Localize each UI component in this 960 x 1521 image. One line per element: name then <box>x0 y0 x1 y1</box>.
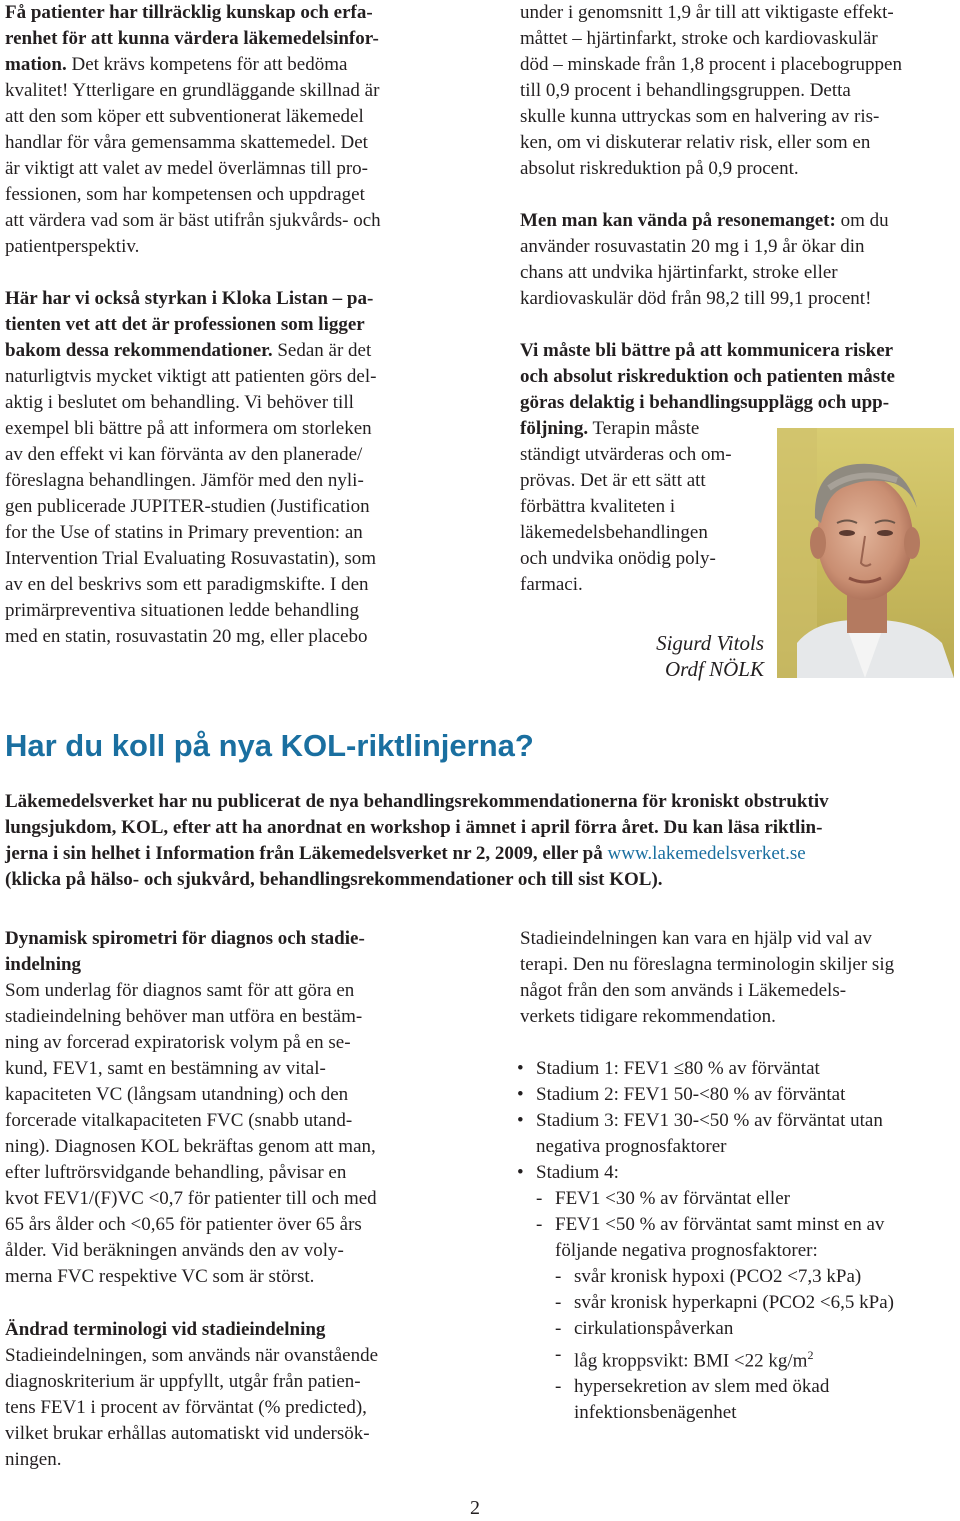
text-line: farmaci. <box>520 574 583 595</box>
stage-4-criterion: FEV1 <30 % av förväntat eller <box>555 1188 790 1209</box>
list-item <box>555 1374 894 1426</box>
text-line: ning av forcerad expiratorisk volym på en se- <box>5 1032 351 1053</box>
text-line: av den effekt vi kan förvänta av den planerade/ <box>5 444 363 465</box>
text-line: Stadieindelningen kan vara en hjälp vid val av <box>520 928 872 949</box>
col1-mid-paragraph <box>5 286 376 650</box>
col1-top-paragraph <box>5 0 381 260</box>
text-line: (klicka på hälso- och sjukvård, behandlingsrekommendationer och till sist KOL). <box>5 869 663 890</box>
text-line: exempel bli bättre på att informera om storleken <box>5 418 372 439</box>
text-line: forcerade vitalkapaciteten FVC (snabb utand- <box>5 1110 353 1131</box>
text-line: prövas. Det är ett sätt att <box>520 470 706 491</box>
stage-4: Stadium 4: <box>536 1162 619 1183</box>
text-line: Vi måste bli bättre på att kommunicera risker <box>520 340 894 361</box>
prognosis-factor: låg kroppsvikt: BMI <22 kg/m <box>574 1350 808 1372</box>
dash-icon: - <box>555 1344 562 1365</box>
dash-icon: - <box>555 1292 562 1313</box>
text-line: ning). Diagnosen KOL bekräftas genom att man, <box>5 1136 376 1157</box>
text-line: handlar för våra gemensamma skattemedel. Det <box>5 132 368 153</box>
text-line: död – minskade från 1,8 procent i placebogruppen <box>520 54 902 75</box>
bullet-icon: • <box>517 1084 524 1105</box>
list-item <box>517 1108 894 1160</box>
text-line: aktig i beslutet om behandling. Vi behöver till <box>5 392 354 413</box>
list-item <box>555 1290 894 1316</box>
text-line: under i genomsnitt 1,9 år till att viktigaste effekt- <box>520 2 894 23</box>
section-heading: indelning <box>5 954 82 975</box>
text-line: använder rosuvastatin 20 mg i 1,9 år ökar din <box>520 236 865 257</box>
prognosis-factor-list <box>555 1264 894 1426</box>
bullet-icon: • <box>517 1162 524 1183</box>
dash-icon: - <box>555 1266 562 1287</box>
portrait-photo <box>777 428 954 678</box>
dash-icon: - <box>536 1188 543 1209</box>
superscript: 2 <box>807 1348 814 1362</box>
stage-3: Stadium 3: FEV1 30-<50 % av förväntat utan <box>536 1110 883 1131</box>
text-line: läkemedelsbehandlingen <box>520 522 708 543</box>
text-line: Få patienter har tillräcklig kunskap och erfa- <box>5 2 373 23</box>
text-line: Det krävs kompetens för att bedöma <box>66 54 348 75</box>
text-line: kund, FEV1, samt en bestämning av vital- <box>5 1058 326 1079</box>
col2-top-paragraph <box>520 0 902 182</box>
text-line: till 0,9 procent i behandlingsgruppen. Detta <box>520 80 851 101</box>
prognosis-factor: hypersekretion av slem med ökad <box>574 1376 830 1398</box>
text-line: tens FEV1 i procent av förväntat (% predicted), <box>5 1397 367 1418</box>
list-item <box>517 1160 894 1426</box>
signature <box>610 630 764 682</box>
col2-mid-paragraph <box>520 208 889 312</box>
kol-intro-paragraph <box>5 789 829 893</box>
list-item <box>555 1316 894 1342</box>
text-line: föreslagna behandlingen. Jämför med den nyli- <box>5 470 364 491</box>
stage-list <box>517 1056 894 1426</box>
dash-icon: - <box>555 1376 562 1398</box>
list-item <box>517 1082 894 1108</box>
kol-heading: Har du koll på nya KOL-riktlinjerna? <box>5 728 534 763</box>
text-line: Som underlag för diagnos samt för att göra en <box>5 980 355 1001</box>
list-item <box>517 1056 894 1082</box>
stage-1: Stadium 1: FEV1 ≤80 % av förväntat <box>536 1058 820 1079</box>
spirometry-section <box>5 926 377 1290</box>
signature-name: Sigurd Vitols <box>656 631 764 655</box>
prognosis-factor: svår kronisk hypoxi (PCO2 <7,3 kPa) <box>574 1266 862 1287</box>
text-line: efter luftrörsvidgande behandling, påvisar en <box>5 1162 347 1183</box>
text-line: jerna i sin helhet i Information från Läkemedelsverket nr 2, 2009, eller på <box>5 843 608 864</box>
stage-4-criterion-cont: följande negativa prognosfaktorer: <box>555 1240 818 1261</box>
dash-icon: - <box>555 1318 562 1339</box>
text-line: ningen. <box>5 1449 62 1470</box>
text-line: merna FVC respektive VC som är störst. <box>5 1266 315 1287</box>
text-bold: Men man kan vända på resonemanget: <box>520 210 836 231</box>
text-line: tienten vet att det är professionen som ligger <box>5 314 365 335</box>
text-bold: mation. <box>5 54 67 75</box>
text-line: primärpreventiva situationen ledde behandling <box>5 600 360 621</box>
text-line: Här har vi också styrkan i Kloka Listan – pa- <box>5 288 374 309</box>
list-item <box>536 1212 894 1426</box>
text-line: 65 års ålder och <0,65 för patienter över 65 års <box>5 1214 362 1235</box>
text-line: är viktigt att valet av medel överlämnas till pro- <box>5 158 368 179</box>
list-item <box>536 1186 894 1212</box>
text-line: chans att undvika hjärtinfarkt, stroke eller <box>520 262 838 283</box>
text-line: kardiovaskulär död från 98,2 till 99,1 procent! <box>520 288 872 309</box>
prognosis-factor: cirkulationspåverkan <box>574 1318 734 1339</box>
text-line: med en statin, rosuvastatin 20 mg, eller placebo <box>5 626 368 647</box>
list-item <box>555 1264 894 1290</box>
text-line: for the Use of statins in Primary prevention: an <box>5 522 363 543</box>
text-line: något från den som används i Läkemedels- <box>520 980 847 1001</box>
text-line: att den som köper ett subventionerat läkemedel <box>5 106 364 127</box>
text-line: och absolut riskreduktion och patienten måste <box>520 366 895 387</box>
text-line: ken, om vi diskuterar relativ risk, eller som en <box>520 132 871 153</box>
text-line: terapi. Den nu föreslagna terminologin skiljer sig <box>520 954 895 975</box>
text-line: patientperspektiv. <box>5 236 140 257</box>
text-line: fessionen, som har kompetensen och uppdraget <box>5 184 365 205</box>
terminology-section <box>5 1317 378 1473</box>
text-line: Intervention Trial Evaluating Rosuvastatin), som <box>5 548 376 569</box>
dash-icon: - <box>536 1214 543 1235</box>
list-item <box>555 1342 894 1374</box>
text-line: att värdera vad som är bäst utifrån sjukvårds- och <box>5 210 381 231</box>
text-line: lungsjukdom, KOL, efter att ha anordnat en workshop i ämnet i april förra året. Du kan läsa riktlin- <box>5 817 823 838</box>
stage-3-cont: negativa prognosfaktorer <box>536 1136 727 1157</box>
text-line: ålder. Vid beräkningen används den av voly- <box>5 1240 344 1261</box>
signature-title: Ordf NÖLK <box>664 657 764 681</box>
text-line: vilket brukar erhållas automatiskt vid undersök- <box>5 1423 370 1444</box>
stage-4-criterion: FEV1 <50 % av förväntat samt minst en av <box>555 1214 885 1235</box>
prognosis-factor: svår kronisk hyperkapni (PCO2 <6,5 kPa) <box>574 1292 894 1313</box>
bullet-icon: • <box>517 1058 524 1079</box>
text-line: och undvika onödig poly- <box>520 548 716 569</box>
bullet-icon: • <box>517 1110 524 1131</box>
stage-2: Stadium 2: FEV1 50-<80 % av förväntat <box>536 1084 846 1105</box>
text-line: diagnoskriterium är uppfyllt, utgår från patien- <box>5 1371 361 1392</box>
text-line: kvalitet! Ytterligare en grundläggande skillnad är <box>5 80 380 101</box>
stage-4-sublist <box>536 1186 894 1426</box>
text-line: Läkemedelsverket har nu publicerat de nya behandlingsrekommendationerna för kroniskt obstruktiv <box>5 791 829 812</box>
page-number: 2 <box>470 1497 480 1519</box>
staging-intro-paragraph <box>520 926 894 1030</box>
text-line: skulle kunna uttryckas som en halvering av ris- <box>520 106 880 127</box>
text-line: förbättra kvaliteten i <box>520 496 676 517</box>
section-heading: Dynamisk spirometri för diagnos och stadie- <box>5 928 365 949</box>
text-line: ständigt utvärderas och om- <box>520 444 732 465</box>
section-heading: Ändrad terminologi vid stadieindelning <box>5 1319 326 1340</box>
text-line: om du <box>835 210 889 231</box>
prognosis-factor-cont: infektionsbenägenhet <box>574 1402 737 1424</box>
text-line: Sedan är det <box>272 340 372 361</box>
text-line: Stadieindelningen, som används när ovanstående <box>5 1345 379 1366</box>
text-line: absolut riskreduktion på 0,9 procent. <box>520 158 799 179</box>
text-line: av en del beskrivs som ett paradigmskifte. I den <box>5 574 369 595</box>
text-line: Terapin måste <box>588 418 700 439</box>
text-line: göras delaktig i behandlingsupplägg och upp- <box>520 392 890 413</box>
text-line: kvot FEV1/(F)VC <0,7 för patienter till och med <box>5 1188 377 1209</box>
text-line: naturligtvis mycket viktigt att patienten görs del- <box>5 366 377 387</box>
text-line: verkets tidigare rekommendation. <box>520 1006 776 1027</box>
text-line: måttet – hjärtinfarkt, stroke och kardiovaskulär <box>520 28 878 49</box>
text-bold: följning. <box>520 418 589 439</box>
text-line: renhet för att kunna värdera läkemedelsinfor- <box>5 28 379 49</box>
lakemedelsverket-link[interactable]: www.lakemedelsverket.se <box>607 843 806 864</box>
text-bold: bakom dessa rekommendationer. <box>5 340 273 361</box>
text-line: gen publicerade JUPITER-studien (Justification <box>5 496 370 517</box>
text-line: kapaciteten VC (långsam utandning) och den <box>5 1084 349 1105</box>
text-line: stadieindelning behöver man utföra en bestäm- <box>5 1006 363 1027</box>
